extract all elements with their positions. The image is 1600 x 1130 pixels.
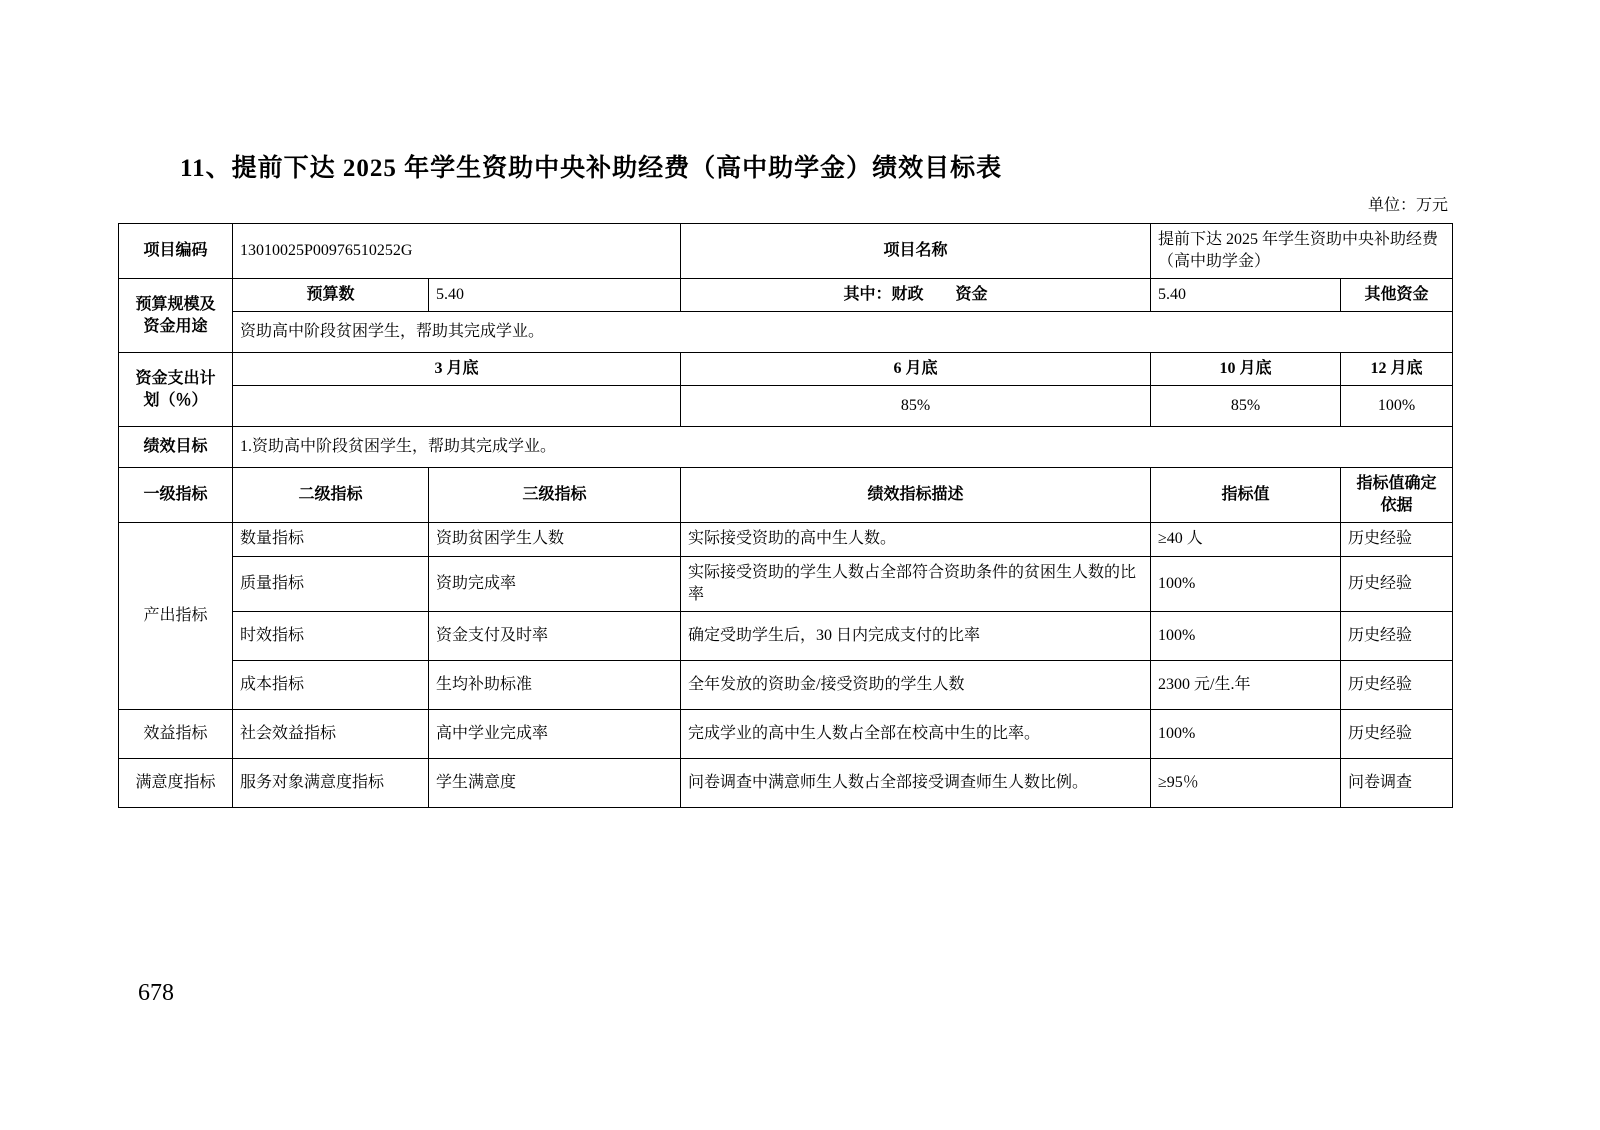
indicator-level2: 成本指标 <box>233 660 429 709</box>
indicator-level2: 质量指标 <box>233 556 429 611</box>
fiscal-fund-label: 其中：财政 资金 <box>681 279 1151 312</box>
period-value-june: 85% <box>681 386 1151 427</box>
header-value: 指标值 <box>1151 468 1341 523</box>
project-code-label: 项目编码 <box>119 224 233 279</box>
indicator-basis: 历史经验 <box>1341 660 1453 709</box>
table-row <box>119 279 1453 312</box>
header-description: 绩效指标描述 <box>681 468 1151 523</box>
table-row <box>119 611 1453 660</box>
budget-number-label: 预算数 <box>233 279 429 312</box>
indicator-level2: 社会效益指标 <box>233 709 429 758</box>
indicator-description: 确定受助学生后，30 日内完成支付的比率 <box>681 611 1151 660</box>
project-name-label: 项目名称 <box>681 224 1151 279</box>
indicator-description: 实际接受资助的高中生人数。 <box>681 523 1151 556</box>
project-name-value: 提前下达 2025 年学生资助中央补助经费（高中助学金） <box>1151 224 1453 279</box>
indicator-level2: 时效指标 <box>233 611 429 660</box>
other-fund-label: 其他资金 <box>1341 279 1453 312</box>
budget-scale-label-line2: 资金用途 <box>143 317 208 335</box>
indicator-level3: 资金支付及时率 <box>429 611 681 660</box>
fund-usage-text: 资助高中阶段贫困学生，帮助其完成学业。 <box>233 312 1453 353</box>
header-level3: 三级指标 <box>429 468 681 523</box>
period-label-june: 6 月底 <box>681 353 1151 386</box>
indicator-value: 100% <box>1151 556 1341 611</box>
indicator-level3: 资助完成率 <box>429 556 681 611</box>
indicator-value: 100% <box>1151 611 1341 660</box>
indicator-basis: 历史经验 <box>1341 709 1453 758</box>
project-code-value: 13010025P00976510252G <box>233 224 681 279</box>
unit-note: 单位：万元 <box>1367 197 1448 214</box>
indicator-basis: 历史经验 <box>1341 556 1453 611</box>
header-level1: 一级指标 <box>119 468 233 523</box>
budget-scale-label-line1: 预算规模及 <box>135 295 216 313</box>
period-value-october: 85% <box>1151 386 1341 427</box>
indicator-description: 全年发放的资助金/接受资助的学生人数 <box>681 660 1151 709</box>
indicator-value: ≥40 人 <box>1151 523 1341 556</box>
period-label-october: 10 月底 <box>1151 353 1341 386</box>
performance-goal-label: 绩效目标 <box>119 427 233 468</box>
indicator-description: 问卷调查中满意师生人数占全部接受调查师生人数比例。 <box>681 758 1151 807</box>
performance-target-table <box>118 223 1453 808</box>
indicator-level3: 资助贫困学生人数 <box>429 523 681 556</box>
fiscal-fund-value: 5.40 <box>1151 279 1341 312</box>
period-value-march <box>233 386 681 427</box>
period-value-december: 100% <box>1341 386 1453 427</box>
period-label-december: 12 月底 <box>1341 353 1453 386</box>
header-level2: 二级指标 <box>233 468 429 523</box>
page-title: 11、提前下达 2025 年学生资助中央补助经费（高中助学金）绩效目标表 <box>180 155 1003 182</box>
performance-goal-value: 1.资助高中阶段贫困学生，帮助其完成学业。 <box>233 427 1453 468</box>
page-number: 678 <box>138 980 174 1006</box>
header-basis <box>1341 468 1453 523</box>
budget-number-value: 5.40 <box>429 279 681 312</box>
header-basis-line2: 依据 <box>1380 497 1413 515</box>
indicator-value: 100% <box>1151 709 1341 758</box>
table-row <box>119 709 1453 758</box>
header-basis-line1: 指标值确定 <box>1356 475 1437 493</box>
indicator-level1-output: 产出指标 <box>119 523 233 709</box>
indicator-basis: 问卷调查 <box>1341 758 1453 807</box>
table-row <box>119 312 1453 353</box>
spend-plan-label-line1: 资金支出计 <box>135 369 216 387</box>
indicator-description: 实际接受资助的学生人数占全部符合资助条件的贫困生人数的比率 <box>681 556 1151 611</box>
spend-plan-label-line2: 划（％） <box>143 391 208 409</box>
indicator-basis: 历史经验 <box>1341 523 1453 556</box>
indicator-level3: 高中学业完成率 <box>429 709 681 758</box>
table-row <box>119 523 1453 556</box>
table-row <box>119 224 1453 279</box>
indicator-value: 2300 元/生.年 <box>1151 660 1341 709</box>
indicator-level3: 生均补助标准 <box>429 660 681 709</box>
indicator-level2: 数量指标 <box>233 523 429 556</box>
indicator-level1-benefit: 效益指标 <box>119 709 233 758</box>
indicator-level3: 学生满意度 <box>429 758 681 807</box>
spend-plan-label <box>119 353 233 427</box>
table-header-row <box>119 468 1453 523</box>
table-row <box>119 386 1453 427</box>
period-label-march: 3 月底 <box>233 353 681 386</box>
indicator-value: ≥95％ <box>1151 758 1341 807</box>
table-row <box>119 427 1453 468</box>
table-row <box>119 353 1453 386</box>
budget-scale-label <box>119 279 233 353</box>
indicator-level2: 服务对象满意度指标 <box>233 758 429 807</box>
table-row <box>119 660 1453 709</box>
indicator-basis: 历史经验 <box>1341 611 1453 660</box>
indicator-description: 完成学业的高中生人数占全部在校高中生的比率。 <box>681 709 1151 758</box>
indicator-level1-satisfaction: 满意度指标 <box>119 758 233 807</box>
table-row <box>119 556 1453 611</box>
table-row <box>119 758 1453 807</box>
